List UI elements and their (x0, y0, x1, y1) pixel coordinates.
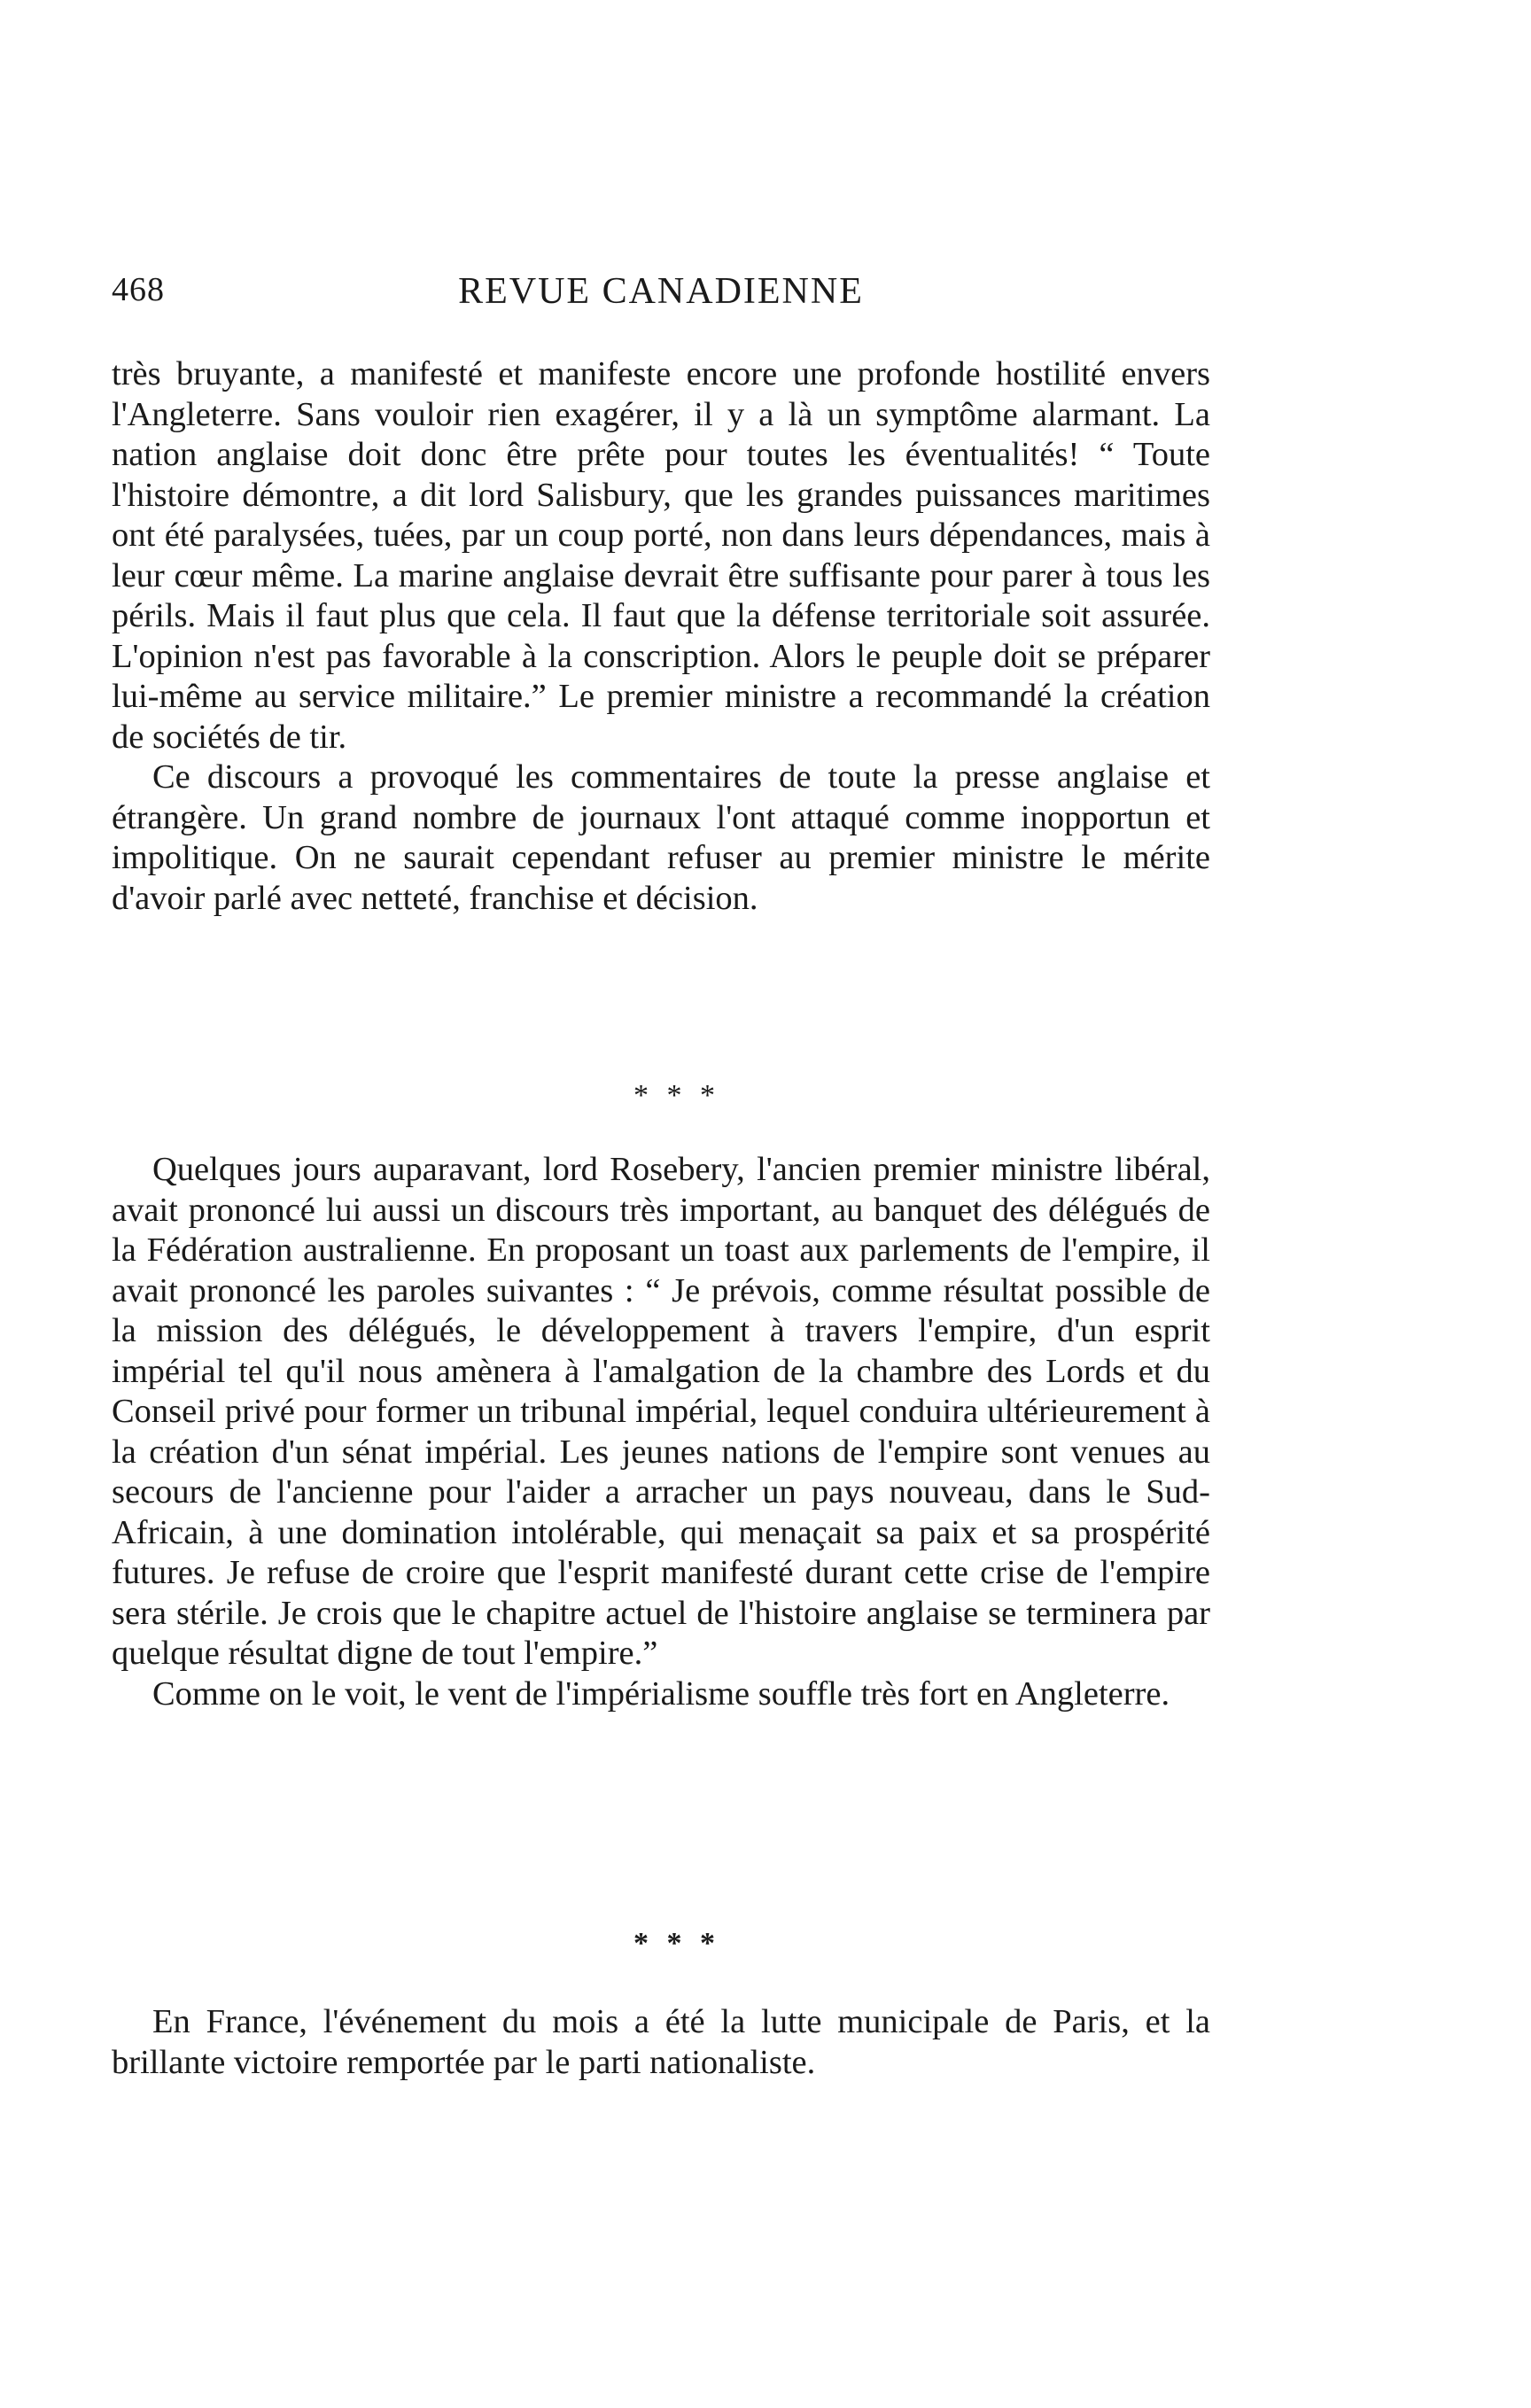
text-block-1 (112, 354, 1210, 919)
paragraph-continuation: très bruyante, a manifesté et manifeste encore une profonde hostilité envers l'Angleterre. Sans vouloir rien exagérer, il y a là un symptôme alarmant. La nation anglaise doit donc être prête pour toutes les éventualités! “ Toute l'histoire démontre, a dit lord Salisbury, que les grandes puissances maritimes ont été paralysées, tuées, par un coup porté, non dans leurs dépendances, mais à leur cœur même. La marine anglaise devrait être suffisante pour parer à tous les périls. Mais il faut plus que cela. Il faut que la défense territoriale soit assurée. L'opinion n'est pas favorable à la conscription. Alors le peuple doit se préparer lui-même au service militaire.” Le premier ministre a recommandé la création de sociétés de tir. (112, 355, 1210, 756)
running-head (112, 270, 1210, 323)
paragraph-discours-commentaires: Ce discours a provoqué les commentaires de toute la presse anglaise et étrangère. Un grand nombre de journaux l'ont attaqué comme inopportun et impolitique. On ne saurait cependant refuser au premier ministre le mérite d'avoir parlé avec netteté, franchise et décision. (112, 758, 1210, 917)
paragraph-france: En France, l'événement du mois a été la lutte municipale de Paris, et la brillante victoire remportée par le parti nationaliste. (112, 2003, 1210, 2081)
section-separator-1: * * * (633, 1079, 720, 1112)
paragraph-imperialisme: Comme on le voit, le vent de l'impérialisme souffle très fort en Angleterre. (152, 1674, 1170, 1713)
text-block-3 (112, 2002, 1210, 2083)
page-number: 468 (112, 271, 165, 308)
journal-title: REVUE CANADIENNE (458, 271, 864, 312)
section-separator-2: * * * (633, 1927, 720, 1960)
paragraph-rosebery: Quelques jours auparavant, lord Rosebery, l'ancien premier ministre libéral, avait prononcé lui aussi un discours très important, au banquet des délégués de la Fédération australienne. En proposant un toast aux parlements de l'empire, il avait prononcé les paroles suivantes : “ Je prévois, comme résultat possible de la mission des délégués, le développement à travers l'empire, d'un esprit impérial tel qu'il nous amènera à l'amalgation de la chambre des Lords et du Conseil privé pour former un tribunal impérial, lequel conduira ultérieurement à la création d'un sénat impérial. Les jeunes nations de l'empire sont venues au secours de l'ancienne pour l'aider a arracher un pays nouveau, dans le Sud-Africain, à une domination intolérable, qui menaçait sa paix et sa prospérité futures. Je refuse de croire que l'esprit manifesté durant cette crise de l'empire sera stérile. Je crois que le chapitre actuel de l'histoire anglaise se terminera par quelque résultat digne de tout l'empire.” (112, 1151, 1210, 1672)
text-block-2 (112, 1150, 1210, 1714)
